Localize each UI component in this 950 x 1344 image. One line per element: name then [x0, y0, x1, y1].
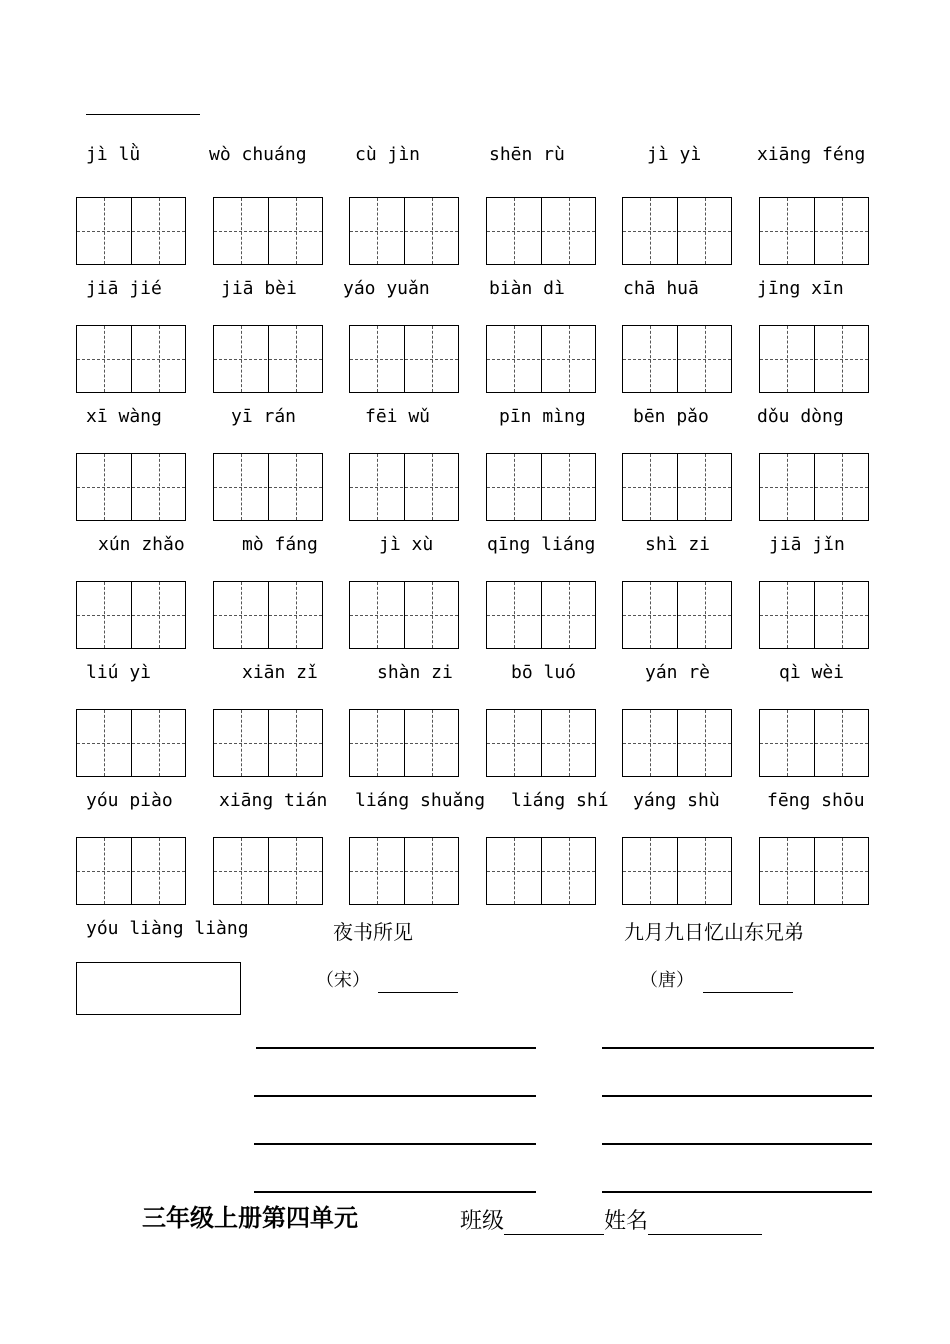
student-info	[460, 1204, 762, 1235]
writing-grid[interactable]	[76, 709, 186, 777]
poem1-author-blank[interactable]	[378, 992, 458, 993]
writing-grid[interactable]	[622, 837, 732, 905]
poem1-line-2[interactable]	[254, 1095, 536, 1097]
writing-grid[interactable]	[76, 197, 186, 265]
writing-grid[interactable]	[486, 325, 596, 393]
writing-grid[interactable]	[349, 837, 459, 905]
writing-grid[interactable]	[486, 453, 596, 521]
writing-grid[interactable]	[759, 581, 869, 649]
pinyin-label: biàn dì	[489, 278, 565, 299]
pinyin-label: mò fáng	[242, 534, 318, 555]
writing-grid[interactable]	[349, 325, 459, 393]
poem1-title: 夜书所见	[333, 920, 413, 944]
writing-grid[interactable]	[349, 709, 459, 777]
writing-grid[interactable]	[213, 453, 323, 521]
writing-grid[interactable]	[213, 325, 323, 393]
poem1-dynasty: （宋）	[316, 970, 370, 991]
top-line	[86, 114, 200, 115]
writing-grid[interactable]	[213, 197, 323, 265]
poem2-author-blank[interactable]	[703, 992, 793, 993]
pinyin-label: jì xù	[379, 534, 434, 555]
poem2-line-2[interactable]	[602, 1095, 872, 1097]
pinyin-label: chā huā	[623, 278, 699, 299]
pinyin-label: liáng shí	[511, 790, 609, 811]
writing-grid[interactable]	[76, 581, 186, 649]
writing-grid[interactable]	[213, 581, 323, 649]
poem1-line-4[interactable]	[254, 1191, 536, 1193]
poem2-line-1[interactable]	[602, 1047, 874, 1049]
pinyin-label: shàn zi	[377, 662, 453, 683]
pinyin-label: xī wàng	[86, 406, 162, 427]
pinyin-label: cù jìn	[355, 144, 421, 165]
poem2-line-4[interactable]	[602, 1191, 872, 1193]
writing-grid[interactable]	[349, 453, 459, 521]
writing-grid[interactable]	[622, 709, 732, 777]
pinyin-label: jì yì	[647, 144, 702, 165]
writing-grid[interactable]	[349, 197, 459, 265]
pinyin-label: bēn pǎo	[633, 406, 709, 427]
pinyin-label: liáng shuǎng	[355, 790, 486, 811]
pinyin-label: shēn rù	[489, 144, 565, 165]
writing-grid[interactable]	[622, 453, 732, 521]
pinyin-label: jiā jǐn	[769, 534, 845, 555]
writing-grid[interactable]	[486, 837, 596, 905]
pinyin-label: jiā jié	[86, 278, 162, 299]
pinyin-label: xiāng tián	[219, 790, 328, 811]
writing-grid[interactable]	[759, 837, 869, 905]
writing-grid[interactable]	[759, 709, 869, 777]
pinyin-label: yóu piào	[86, 790, 173, 811]
pinyin-label: yáng shù	[633, 790, 720, 811]
pinyin-label: yáo yuǎn	[343, 278, 430, 299]
pinyin-label: bō luó	[511, 662, 577, 683]
pinyin-label: xiāng féng	[757, 144, 866, 165]
writing-grid[interactable]	[486, 709, 596, 777]
writing-grid[interactable]	[622, 197, 732, 265]
writing-grid[interactable]	[759, 325, 869, 393]
pinyin-label: shì zi	[645, 534, 711, 555]
pinyin-label: xiān zǐ	[242, 662, 318, 683]
pinyin-label: liú yì	[86, 662, 152, 683]
poem1-line-3[interactable]	[254, 1143, 536, 1145]
pinyin-label: qīng liáng	[487, 534, 596, 555]
pinyin-label: qì wèi	[779, 662, 845, 683]
writing-grid[interactable]	[349, 581, 459, 649]
poem2-dynasty: （唐）	[640, 970, 694, 991]
pinyin-label: jiā bèi	[221, 278, 297, 299]
name-label: 姓名	[604, 1209, 649, 1234]
writing-grid[interactable]	[622, 581, 732, 649]
writing-grid-three[interactable]	[76, 962, 241, 1015]
writing-grid[interactable]	[213, 709, 323, 777]
pinyin-label: fēi wǔ	[365, 406, 431, 427]
writing-grid[interactable]	[486, 197, 596, 265]
pinyin-label: jì lǜ	[86, 144, 141, 165]
name-field[interactable]	[648, 1212, 762, 1235]
pinyin-label: wò chuáng	[209, 144, 307, 165]
writing-grid[interactable]	[622, 325, 732, 393]
pinyin-label: fēng shōu	[767, 790, 865, 811]
writing-grid[interactable]	[76, 837, 186, 905]
writing-grid[interactable]	[213, 837, 323, 905]
pinyin-label: jīng xīn	[757, 278, 844, 299]
pinyin-label: yán rè	[645, 662, 711, 683]
pinyin-label: pīn mìng	[499, 406, 586, 427]
writing-grid[interactable]	[76, 453, 186, 521]
pinyin-label: dǒu dòng	[757, 406, 844, 427]
writing-grid[interactable]	[759, 197, 869, 265]
pinyin-last: yóu liàng liàng	[86, 918, 249, 939]
pinyin-label: xún zhǎo	[98, 534, 185, 555]
poem2-line-3[interactable]	[602, 1143, 872, 1145]
class-label: 班级	[460, 1209, 505, 1234]
poem2-title: 九月九日忆山东兄弟	[624, 920, 804, 944]
writing-grid[interactable]	[486, 581, 596, 649]
class-field[interactable]	[504, 1212, 604, 1235]
pinyin-label: yī rán	[231, 406, 297, 427]
writing-grid[interactable]	[76, 325, 186, 393]
writing-grid[interactable]	[759, 453, 869, 521]
poem1-line-1[interactable]	[256, 1047, 536, 1049]
worksheet-title: 三年级上册第四单元	[142, 1204, 358, 1232]
